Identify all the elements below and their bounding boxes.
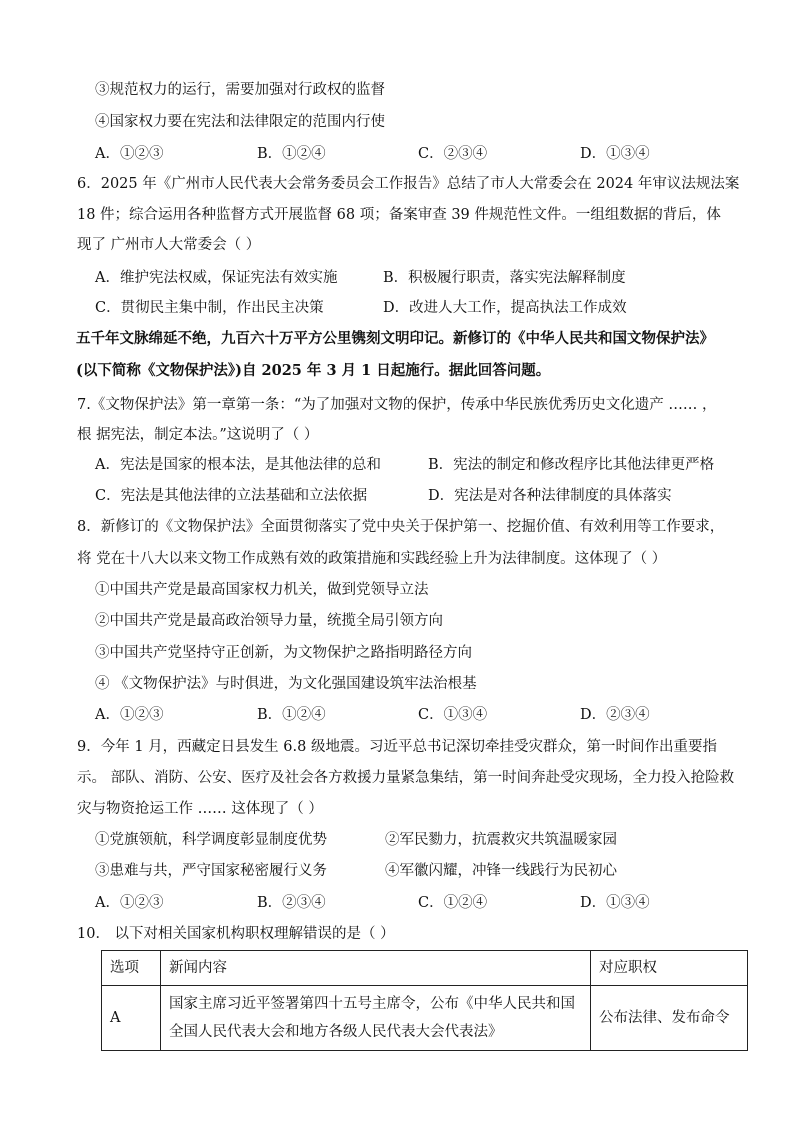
q8-stem-line-1: 8．新修订的《文物保护法》全面贯彻落实了党中央关于保护第一、挖掘价值、有效利用等工作要求， bbox=[77, 519, 725, 535]
q10-stem: 10． 以下对相关国家机构职权理解错误的是（ ） bbox=[77, 926, 395, 942]
q8-option-c: C．①③④ bbox=[418, 707, 488, 723]
q5-option-a: A．①②③ bbox=[95, 146, 164, 162]
q7-stem-line-2: 根 据宪法，制定本法。”这说明了（ ） bbox=[77, 427, 319, 443]
q9-option-c: C．①②④ bbox=[418, 895, 488, 911]
q9-item-1: ①党旗领航，科学调度彰显制度优势 bbox=[95, 832, 327, 848]
q9-option-a: A．①②③ bbox=[95, 895, 164, 911]
q8-option-b: B．①②④ bbox=[257, 707, 326, 723]
q9-option-b: B．②③④ bbox=[257, 895, 326, 911]
q9-stem-line-3: 灾与物资抢运工作 …… 这体现了（ ） bbox=[77, 801, 323, 817]
q6-stem-line-1: 6．2025 年《广州市人民代表大会常务委员会工作报告》总结了市人大常委会在 2024 年审议法规法案 bbox=[77, 176, 740, 192]
q6-options-row-1 bbox=[95, 268, 735, 288]
q6-stem-line-2: 18 件；综合运用各种监督方式开展监督 68 项；备案审查 39 件规范性文件。一组组数据的背后，体 bbox=[77, 207, 721, 223]
q9-options bbox=[95, 893, 735, 913]
table-cell-option: A bbox=[102, 986, 161, 1051]
q9-stem-line-1: 9．今年 1 月，西藏定日县发生 6.8 级地震。习近平总书记深切牵挂受灾群众，第一时间作出重要指 bbox=[77, 739, 717, 755]
material-line-2: (以下简称《文物保护法》)自 2025 年 3 月 1 日起施行。据此回答问题。 bbox=[76, 362, 551, 379]
q6-option-c: C．贯彻民主集中制，作出民主决策 bbox=[95, 300, 324, 316]
q5-item-4: ④国家权力要在宪法和法律限定的范围内行使 bbox=[95, 114, 385, 130]
q6-stem-line-3: 现了 广州市人大常委会（ ） bbox=[77, 237, 261, 253]
table-cell-news: 国家主席习近平签署第四十五号主席令，公布《中华人民共和国全国人民代表大会和地方各级人民代表大会代表法》 bbox=[161, 986, 591, 1051]
q10-table bbox=[101, 950, 748, 1051]
q8-item-4: ④ 《文物保护法》与时俱进，为文化强国建设筑牢法治根基 bbox=[95, 676, 477, 692]
q5-options bbox=[95, 144, 735, 164]
q8-item-3: ③中国共产党坚持守正创新，为文物保护之路指明路径方向 bbox=[95, 645, 472, 661]
q9-items-row-2 bbox=[95, 861, 735, 881]
q8-stem-line-2: 将 党在十八大以来文物工作成熟有效的政策措施和实践经验上升为法律制度。这体现了（ ） bbox=[77, 551, 667, 567]
q6-option-d: D．改进人大工作，提高执法工作成效 bbox=[383, 300, 627, 316]
table-header-row bbox=[102, 951, 748, 986]
q9-stem-line-2: 示。 部队、消防、公安、医疗及社会各方救援力量紧急集结，第一时间奔赴受灾现场，全力投入抢险救 bbox=[77, 770, 735, 786]
q5-option-d: D．①③④ bbox=[580, 146, 650, 162]
material-line-1: 五千年文脉绵延不绝，九百六十万平方公里镌刻文明印记。新修订的《中华人民共和国文物保护法》 bbox=[76, 330, 714, 347]
q7-option-a: A．宪法是国家的根本法，是其他法律的总和 bbox=[95, 457, 381, 473]
q8-option-d: D．②③④ bbox=[580, 707, 650, 723]
q7-option-d: D．宪法是对各种法律制度的具体落实 bbox=[428, 488, 672, 504]
q9-item-2: ②军民勠力，抗震救灾共筑温暖家园 bbox=[385, 832, 617, 848]
q5-item-3: ③规范权力的运行，需要加强对行政权的监督 bbox=[95, 82, 385, 98]
table-header-news: 新闻内容 bbox=[161, 951, 591, 986]
q7-stem-line-1: 7.《文物保护法》第一章第一条：“为了加强对文物的保护，传承中华民族优秀历史文化遗产 …… ， bbox=[77, 397, 717, 413]
q5-option-c: C．②③④ bbox=[418, 146, 488, 162]
q6-option-a: A．维护宪法权威，保证宪法有效实施 bbox=[95, 270, 338, 286]
q9-item-4: ④军徽闪耀，冲锋一线践行为民初心 bbox=[385, 863, 617, 879]
q8-item-2: ②中国共产党是最高政治领导力量，统揽全局引领方向 bbox=[95, 613, 443, 629]
q6-options-row-2 bbox=[95, 298, 735, 318]
q7-options-row-2 bbox=[95, 486, 735, 506]
q7-options-row-1 bbox=[95, 455, 735, 475]
q8-option-a: A．①②③ bbox=[95, 707, 164, 723]
table-header-power: 对应职权 bbox=[591, 951, 748, 986]
table-header-option: 选项 bbox=[102, 951, 161, 986]
table-row bbox=[102, 986, 748, 1051]
q7-option-c: C．宪法是其他法律的立法基础和立法依据 bbox=[95, 488, 368, 504]
q9-item-3: ③患难与共，严守国家秘密履行义务 bbox=[95, 863, 327, 879]
q6-option-b: B．积极履行职责，落实宪法解释制度 bbox=[383, 270, 626, 286]
q9-items-row-1 bbox=[95, 830, 735, 850]
table-cell-power: 公布法律、发布命令 bbox=[591, 986, 748, 1051]
q9-option-d: D．①③④ bbox=[580, 895, 650, 911]
q8-item-1: ①中国共产党是最高国家权力机关，做到党领导立法 bbox=[95, 582, 429, 598]
q8-options bbox=[95, 705, 735, 725]
q5-option-b: B．①②④ bbox=[257, 146, 326, 162]
q7-option-b: B．宪法的制定和修改程序比其他法律更严格 bbox=[428, 457, 715, 473]
